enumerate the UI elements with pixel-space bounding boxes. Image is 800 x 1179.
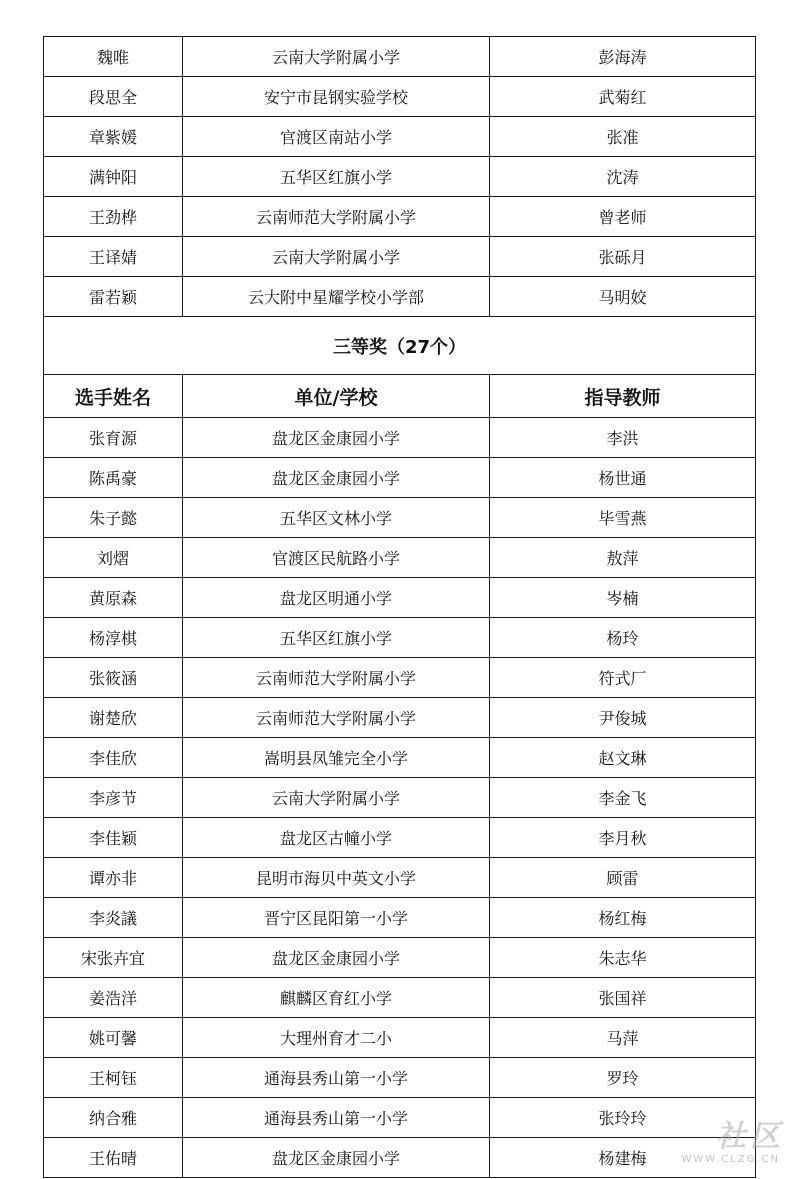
cell-instructor: 李洪 [490, 418, 756, 458]
cell-contestant-name: 雷若颖 [44, 277, 183, 317]
header-instructor: 指导教师 [490, 375, 756, 418]
cell-instructor: 朱志华 [490, 938, 756, 978]
cell-school: 麒麟区育红小学 [183, 978, 490, 1018]
table-row [44, 1138, 756, 1178]
cell-instructor: 顾雷 [490, 858, 756, 898]
watermark-logo-text: 社区 [716, 1119, 784, 1154]
cell-instructor: 张准 [490, 117, 756, 157]
cell-school: 昆明市海贝中英文小学 [183, 858, 490, 898]
cell-school: 盘龙区古幢小学 [183, 818, 490, 858]
cell-instructor: 张国祥 [490, 978, 756, 1018]
cell-contestant-name: 章紫媛 [44, 117, 183, 157]
table-row [44, 237, 756, 277]
cell-school: 云南师范大学附属小学 [183, 658, 490, 698]
cell-contestant-name: 黄原森 [44, 578, 183, 618]
table-row [44, 458, 756, 498]
cell-school: 盘龙区金康园小学 [183, 458, 490, 498]
cell-school: 盘龙区金康园小学 [183, 938, 490, 978]
watermark-url: WWW.CLZG.CN [681, 1154, 780, 1165]
cell-school: 盘龙区明通小学 [183, 578, 490, 618]
cell-instructor: 武菊红 [490, 77, 756, 117]
table-row [44, 1058, 756, 1098]
cell-school: 官渡区南站小学 [183, 117, 490, 157]
cell-school: 晋宁区昆阳第一小学 [183, 898, 490, 938]
table-row [44, 498, 756, 538]
table-row [44, 157, 756, 197]
cell-instructor: 李金飞 [490, 778, 756, 818]
cell-school: 云南大学附属小学 [183, 778, 490, 818]
cell-school: 安宁市昆钢实验学校 [183, 77, 490, 117]
cell-instructor: 敖萍 [490, 538, 756, 578]
cell-instructor: 罗玲 [490, 1058, 756, 1098]
cell-contestant-name: 张育源 [44, 418, 183, 458]
cell-instructor: 李月秋 [490, 818, 756, 858]
cell-instructor: 马明姣 [490, 277, 756, 317]
table-row [44, 197, 756, 237]
cell-instructor: 符式厂 [490, 658, 756, 698]
table-row [44, 698, 756, 738]
table-row [44, 277, 756, 317]
table-row [44, 778, 756, 818]
column-header-row [44, 375, 756, 418]
third-prize-rows [44, 418, 756, 1178]
cell-instructor: 曾老师 [490, 197, 756, 237]
table-row [44, 418, 756, 458]
cell-contestant-name: 朱子懿 [44, 498, 183, 538]
cell-school: 通海县秀山第一小学 [183, 1098, 490, 1138]
header-contestant-name: 选手姓名 [44, 375, 183, 418]
cell-contestant-name: 宋张卉宜 [44, 938, 183, 978]
table-row [44, 1018, 756, 1058]
cell-contestant-name: 魏唯 [44, 37, 183, 77]
table-row [44, 738, 756, 778]
cell-contestant-name: 王柯钰 [44, 1058, 183, 1098]
cell-contestant-name: 李佳颖 [44, 818, 183, 858]
table-row [44, 77, 756, 117]
table-row [44, 578, 756, 618]
table-row [44, 938, 756, 978]
cell-contestant-name: 姜浩洋 [44, 978, 183, 1018]
table-row [44, 658, 756, 698]
cell-school: 官渡区民航路小学 [183, 538, 490, 578]
cell-school: 嵩明县凤雏完全小学 [183, 738, 490, 778]
cell-contestant-name: 谢楚欣 [44, 698, 183, 738]
cell-school: 云南师范大学附属小学 [183, 197, 490, 237]
cell-contestant-name: 陈禹豪 [44, 458, 183, 498]
cell-instructor: 杨建梅 [490, 1138, 756, 1178]
table-row [44, 117, 756, 157]
cell-contestant-name: 王佑晴 [44, 1138, 183, 1178]
cell-school: 云南大学附属小学 [183, 37, 490, 77]
cell-contestant-name: 纳合雅 [44, 1098, 183, 1138]
cell-instructor: 杨世通 [490, 458, 756, 498]
cell-school: 通海县秀山第一小学 [183, 1058, 490, 1098]
cell-school: 云大附中星耀学校小学部 [183, 277, 490, 317]
cell-instructor: 彭海涛 [490, 37, 756, 77]
third-prize-section [44, 317, 756, 418]
cell-contestant-name: 张筱涵 [44, 658, 183, 698]
cell-contestant-name: 李彦节 [44, 778, 183, 818]
cell-instructor: 赵文琳 [490, 738, 756, 778]
cell-school: 盘龙区金康园小学 [183, 418, 490, 458]
cell-contestant-name: 刘熠 [44, 538, 183, 578]
cell-instructor: 毕雪燕 [490, 498, 756, 538]
cell-contestant-name: 王劲桦 [44, 197, 183, 237]
section-title: 三等奖（27个） [44, 317, 756, 375]
cell-contestant-name: 满钟阳 [44, 157, 183, 197]
table-row [44, 618, 756, 658]
table-row [44, 898, 756, 938]
cell-instructor: 岑楠 [490, 578, 756, 618]
cell-school: 五华区文林小学 [183, 498, 490, 538]
cell-instructor: 杨红梅 [490, 898, 756, 938]
cell-school: 大理州育才二小 [183, 1018, 490, 1058]
cell-contestant-name: 段思全 [44, 77, 183, 117]
cell-school: 盘龙区金康园小学 [183, 1138, 490, 1178]
second-prize-rows [44, 37, 756, 317]
table-row [44, 538, 756, 578]
cell-school: 云南师范大学附属小学 [183, 698, 490, 738]
cell-contestant-name: 姚可馨 [44, 1018, 183, 1058]
table-row [44, 37, 756, 77]
table-row [44, 858, 756, 898]
cell-contestant-name: 李佳欣 [44, 738, 183, 778]
header-school: 单位/学校 [183, 375, 490, 418]
table-row [44, 1098, 756, 1138]
awards-table [43, 36, 756, 1178]
cell-school: 五华区红旗小学 [183, 618, 490, 658]
cell-instructor: 马萍 [490, 1018, 756, 1058]
cell-school: 五华区红旗小学 [183, 157, 490, 197]
cell-contestant-name: 杨淳棋 [44, 618, 183, 658]
table-row [44, 978, 756, 1018]
section-title-row [44, 317, 756, 375]
cell-contestant-name: 王译婧 [44, 237, 183, 277]
cell-instructor: 沈涛 [490, 157, 756, 197]
cell-instructor: 杨玲 [490, 618, 756, 658]
cell-contestant-name: 李炎議 [44, 898, 183, 938]
cell-instructor: 尹俊城 [490, 698, 756, 738]
cell-contestant-name: 谭亦非 [44, 858, 183, 898]
cell-instructor: 张玲玲 [490, 1098, 756, 1138]
cell-school: 云南大学附属小学 [183, 237, 490, 277]
cell-instructor: 张砾月 [490, 237, 756, 277]
table-row [44, 818, 756, 858]
